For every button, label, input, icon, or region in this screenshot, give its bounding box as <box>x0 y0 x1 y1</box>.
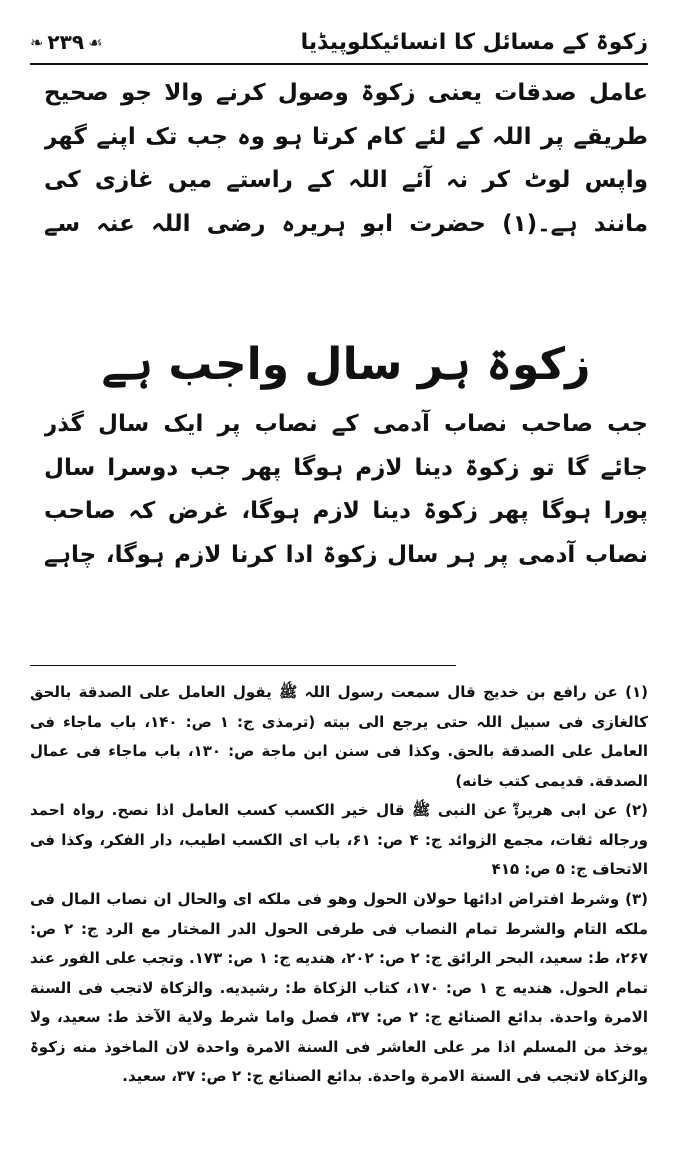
header-divider <box>30 63 648 65</box>
footnote-divider <box>30 665 456 666</box>
book-title: زکوۃ کے مسائل کا انسائیکلوپیڈیا <box>300 29 648 55</box>
footnotes <box>30 678 648 1151</box>
main-text <box>44 72 648 246</box>
ornament-left-icon: ❧ <box>30 32 44 52</box>
paragraph-amil: عامل صدقات یعنی زکوۃ وصول کرنے والا جو صحیح طریقے پر اللہ کے لئے کام کرتا ہو وہ جب تک اپنے گھر واپس لوٹ کر نہ آئے اللہ کے راستے میں غازی کی مانند ہے۔(۱) حضرت ابو ہریرہ رضی اللہ عنہ سے <box>44 80 648 237</box>
ornament-right-icon: ☙ <box>88 32 103 52</box>
section-text <box>44 403 648 579</box>
paragraph-annual-zakat: جب صاحب نصاب آدمی کے نصاب پر ایک سال گذر جائے گا تو زکوۃ دینا لازم ہوگا پھر جب دوسرا سال پورا ہوگا پھر زکوۃ دینا لازم ہوگا، غرض کہ صاحب نصاب آدمی پر ہر سال زکوۃ ادا کرنا لازم ہوگا، چاہے <box>44 411 648 568</box>
section-heading: زکوۃ ہر سال واجب ہے <box>101 339 591 390</box>
footnote-2: (۲) عن ابی هریرۃؓ عن النبی ﷺ قال خیر الکسب کسب العامل اذا نصح. رواہ احمد ورجاله ثقات، مجمع الزوائد ج: ۴ ص: ۶۱، باب ای الکسب اطیب، دار الفکر، وکذا فی الاتحاف ج: ۵ ص: ۴۱۵ <box>30 801 648 878</box>
page-number: ۲۳۹ <box>47 30 85 54</box>
footnote-3: (۳) وشرط افتراض ادائها حولان الحول وهو فی ملکه ای والحال ان نصاب المال فی ملکه التام والشرط تمام النصاب فی طرفی الحول الدر المختار مع الرد ج: ۲ ص: ۲۶۷، ط: سعید، البحر الرائق ج: ۲ ص: ۲۰۲، هندیه ج: ۱ ص: ۱۷۳. وتجب علی الفور عند تمام الحول. هندیه ج ۱ ص: ۱۷۰، کتاب الزکاة ط: رشیدیه. والزکاة لاتجب فی السنة الامرة واحدة. بدائع الصنائع ج: ۲ ص: ۳۷، فصل واما شرط ولایة الآخذ ط: سعید، ولا یوخذ من المسلم اذا مر علی العاشر فی السنة الامرة واحدة لان الماخوذ منه زکوۃ والزکاة لاتجب فی السنة الامرة واحدة. بدائع الصنائع ج: ۲ ص: ۳۷، سعید. <box>30 890 648 1085</box>
page-number-box <box>30 30 102 54</box>
footnote-1: (۱) عن رافع بن خدیج قال سمعت رسول اللہ ﷺ یقول العامل علی الصدقة بالحق کالغازی فی سبیل اللہ حتی یرجع الی بیته (ترمذی ج: ۱ ص: ۱۴۰، باب ماجاء فی العامل علی الصدقة بالحق. وکذا فی سنن ابن ماجة ص: ۱۳۰، باب ماجاء فی عمال الصدقة. قدیمی کتب خانه) <box>30 683 648 790</box>
page-header <box>30 22 648 62</box>
